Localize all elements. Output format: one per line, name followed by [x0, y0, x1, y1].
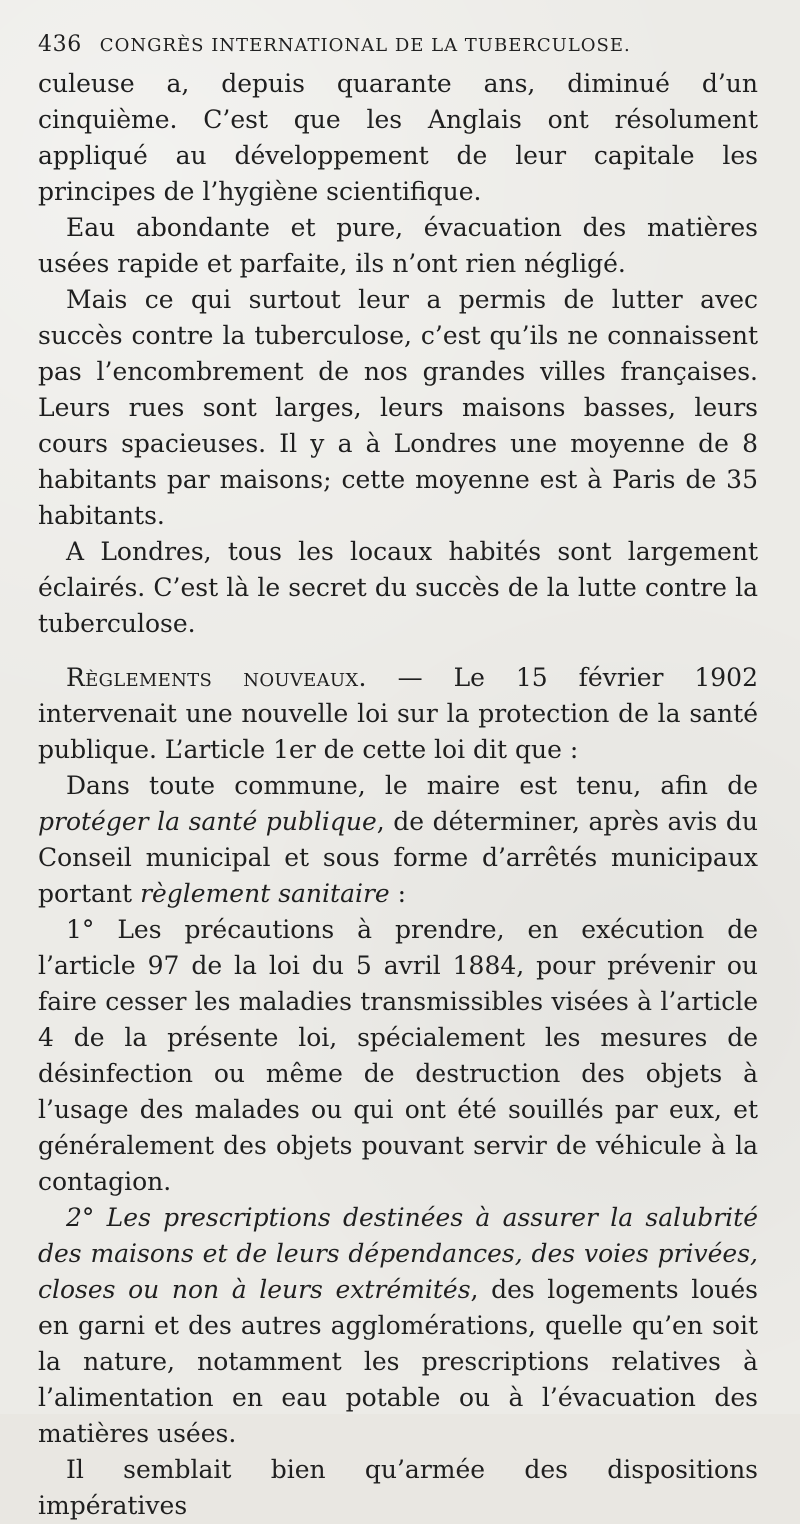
paragraph-6	[38, 768, 758, 912]
section-gap	[38, 642, 758, 660]
list-item-2	[38, 1200, 758, 1452]
section-heading-text: — Le 15 février 1902 intervenait une nouvelle loi sur la protection de la santé publique. L’article 1er de cette loi dit que :	[38, 663, 758, 764]
paragraph-5	[38, 660, 758, 768]
paragraph-6-part-2: , de déterminer, après avis du Conseil municipal et sous forme d’arrêtés municipaux portant	[38, 807, 758, 908]
paragraph-1: culeuse a, depuis quarante ans, diminué d’un cinquième. C’est que les Anglais ont résolument appliqué au développement de leur capitale les principes de l’hygiène scientifique.	[38, 69, 758, 206]
section-heading: Règlements nouveaux.	[66, 663, 367, 692]
paragraph-last: Il semblait bien qu’armée des dispositions impératives	[38, 1455, 758, 1520]
page-header-title: CONGRÈS INTERNATIONAL DE LA TUBERCULOSE.	[99, 35, 631, 56]
paragraph-6-italic-2: règlement sanitaire	[140, 879, 390, 908]
document-body	[38, 66, 758, 1524]
paragraph-6-part-3: :	[389, 879, 407, 908]
list-item-1: 1° Les précautions à prendre, en exécution de l’article 97 de la loi du 5 avril 1884, pour prévenir ou faire cesser les maladies transmissibles visées à l’article 4 de la présente loi, spécialement les mesures de désinfection ou même de destruction des objets à l’usage des malades ou qui ont été souillés par eux, et généralement des objets pouvant servir de véhicule à la contagion.	[38, 915, 758, 1196]
paragraph-6-part-1: Dans toute commune, le maire est tenu, afin de	[66, 771, 758, 800]
page-number: 436	[38, 32, 82, 57]
paragraph-4: A Londres, tous les locaux habités sont largement éclairés. C’est là le secret du succès de la lutte contre la tuberculose.	[38, 537, 758, 638]
running-header	[38, 34, 758, 56]
paragraph-2: Eau abondante et pure, évacuation des matières usées rapide et parfaite, ils n’ont rien négligé.	[38, 213, 758, 278]
paragraph-3: Mais ce qui surtout leur a permis de lutter avec succès contre la tuberculose, c’est qu’ils ne connaissent pas l’encombrement de nos grandes villes françaises. Leurs rues sont larges, leurs maisons basses, leurs cours spacieuses. Il y a à Londres une moyenne de 8 habitants par maisons; cette moyenne est à Paris de 35 habitants.	[38, 285, 758, 530]
list-item-2-italic: 2° Les prescriptions destinées à assurer la salubrité des maisons et de leurs dépendances, des voies privées, closes ou non à leurs extrémités	[38, 1203, 758, 1304]
paragraph-6-italic-1: protéger la santé publique	[38, 807, 377, 836]
list-item-2-text: , des logements loués en garni et des autres agglomérations, quelle qu’en soit la nature, notamment les prescriptions relatives à l’alimentation en eau potable ou à l’évacuation des matières usées.	[38, 1275, 758, 1448]
